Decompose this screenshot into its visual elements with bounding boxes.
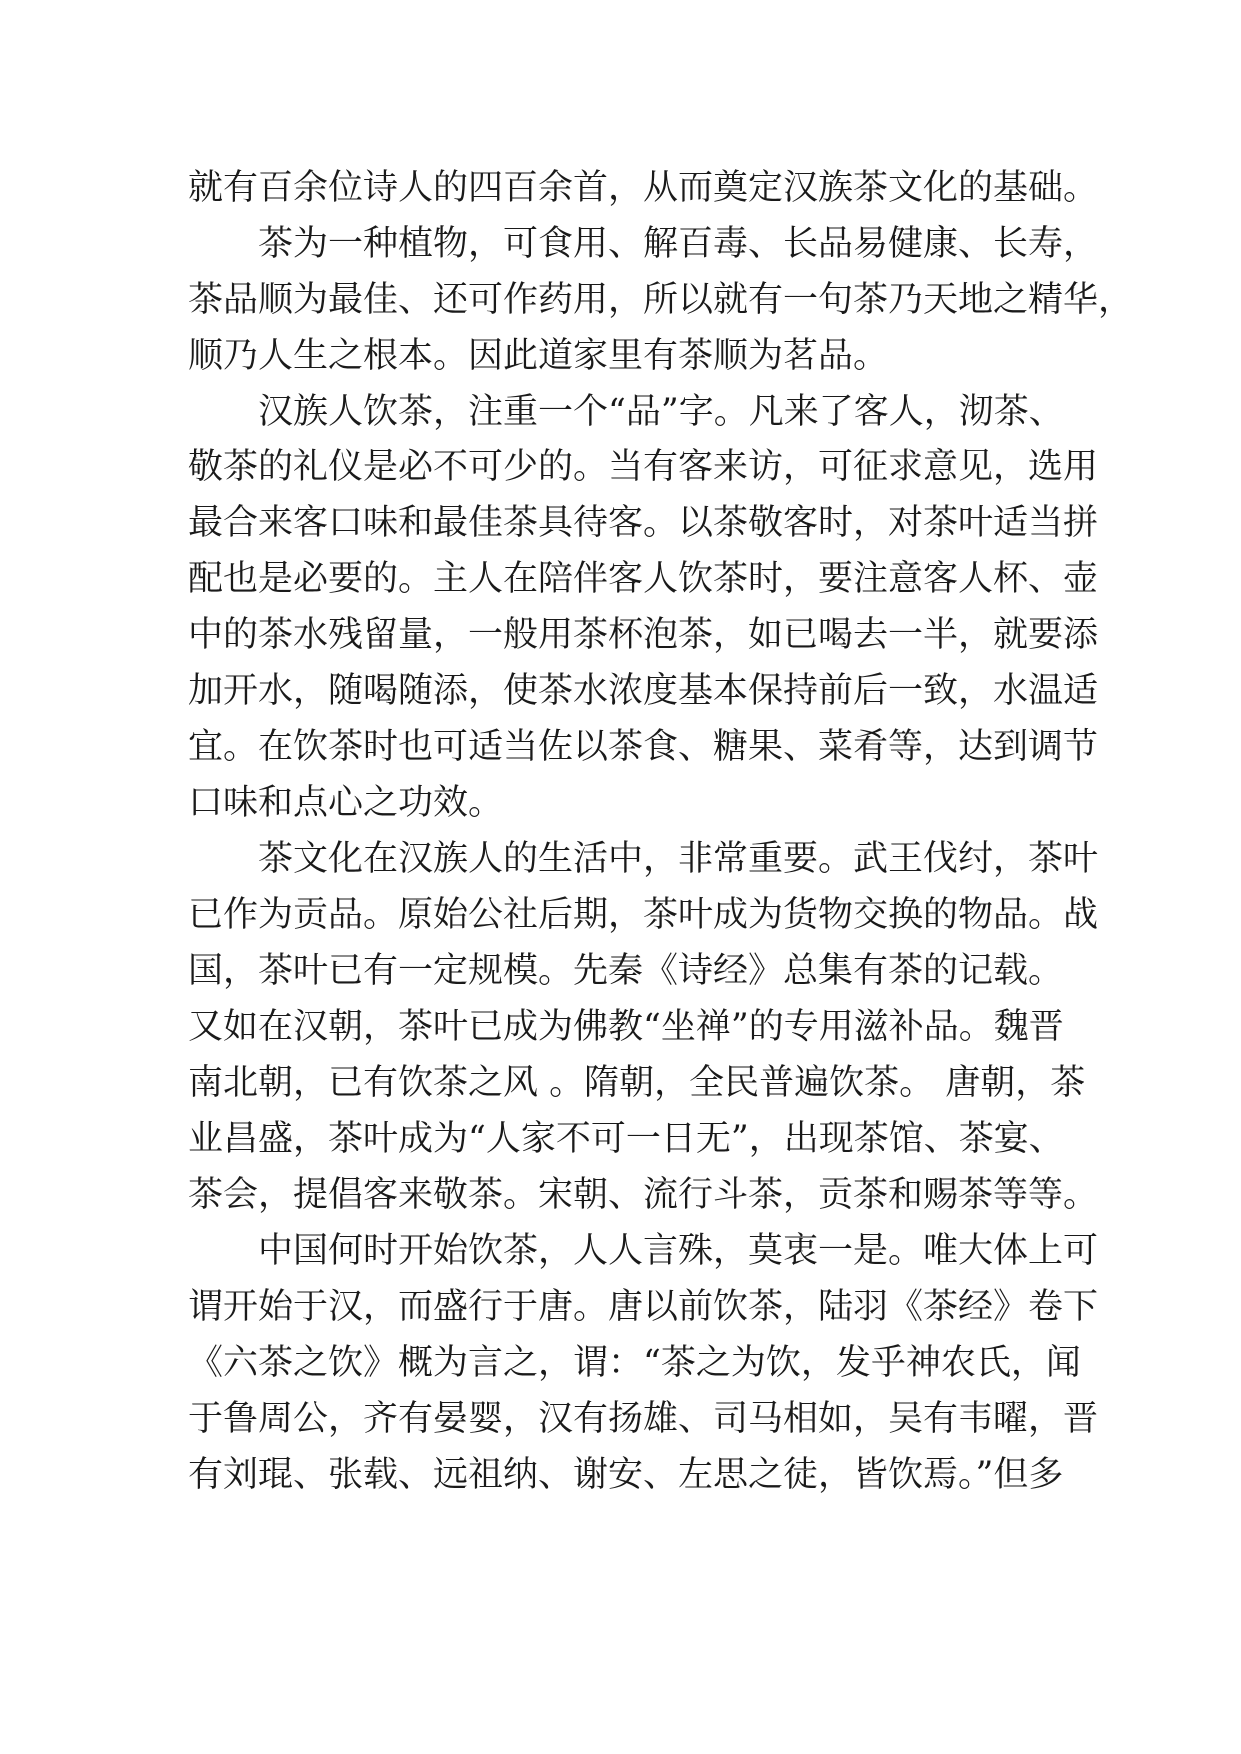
text-line: 业昌盛，茶叶成为“人家不可一日无”，出现茶馆、茶宴、 xyxy=(188,1119,1064,1159)
text-line: 口味和点心之功效。 xyxy=(188,783,504,823)
text-line: 于鲁周公，齐有晏婴，汉有扬雄、司马相如，吴有韦曜，晋 xyxy=(188,1399,1099,1439)
text-line: 宜。在饮茶时也可适当佐以茶食、糖果、菜肴等，达到调节 xyxy=(188,727,1099,767)
text-line: 顺乃人生之根本。因此道家里有茶顺为茗品。 xyxy=(188,336,889,376)
text-line: 配也是必要的。主人在陪伴客人饮茶时，要注意客人杯、壶 xyxy=(188,559,1099,599)
text-line: 国，茶叶已有一定规模。先秦《诗经》总集有茶的记载。 xyxy=(188,951,1064,991)
paragraph-first-line: 茶为一种植物，可食用、解百毒、长品易健康、长寿， xyxy=(258,224,1099,264)
text-line: 敬茶的礼仪是必不可少的。当有客来访，可征求意见，选用 xyxy=(188,447,1099,487)
text-line: 加开水，随喝随添，使茶水浓度基本保持前后一致，水温适 xyxy=(188,671,1099,711)
paragraph-first-line: 中国何时开始饮茶，人人言殊，莫衷一是。唯大体上可 xyxy=(258,1231,1099,1271)
text-line: 茶品顺为最佳、还可作药用，所以就有一句茶乃天地之精华， xyxy=(188,280,1134,320)
text-line: 又如在汉朝，茶叶已成为佛教“坐禅”的专用滋补品。魏晋 xyxy=(188,1007,1064,1047)
paragraph-first-line: 茶文化在汉族人的生活中，非常重要。武王伐纣，茶叶 xyxy=(258,839,1099,879)
text-line: 已作为贡品。原始公社后期，茶叶成为货物交换的物品。战 xyxy=(188,895,1099,935)
text-line: 就有百余位诗人的四百余首，从而奠定汉族茶文化的基础。 xyxy=(188,168,1099,208)
text-line: 《六茶之饮》概为言之，谓：“茶之为饮，发乎神农氏，闻 xyxy=(188,1343,1081,1383)
text-line: 茶会，提倡客来敬茶。宋朝、流行斗茶，贡茶和赐茶等等。 xyxy=(188,1175,1099,1215)
text-line: 有刘琨、张载、远祖纳、谢安、左思之徒，皆饮焉。”但多 xyxy=(188,1455,1064,1495)
text-line: 中的茶水残留量，一般用茶杯泡茶，如已喝去一半，就要添 xyxy=(188,615,1099,655)
text-line: 南北朝，已有饮茶之风 。隋朝，全民普遍饮茶。 唐朝，茶 xyxy=(188,1063,1086,1103)
text-line: 谓开始于汉，而盛行于唐。唐以前饮茶，陆羽《茶经》卷下 xyxy=(188,1287,1099,1327)
paragraph-first-line: 汉族人饮茶，注重一个“品”字。凡来了客人，沏茶、 xyxy=(258,392,1064,432)
text-line: 最合来客口味和最佳茶具待客。以茶敬客时，对茶叶适当拼 xyxy=(188,503,1099,543)
